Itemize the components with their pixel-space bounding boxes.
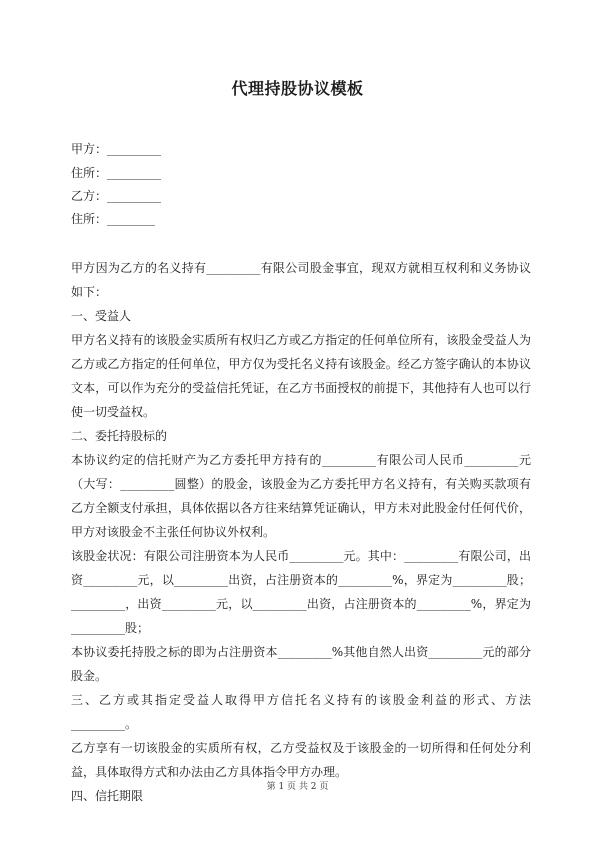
section-heading-beneficiary: 一、受益人 (71, 309, 132, 323)
benefit-method-paragraph: 乙方享有一切该股金的实质所有权，乙方受益权及于该股金的一切所得和任何处分利益，具体取得方式和办法由乙方具体指令甲方办理。 (71, 741, 531, 779)
section-heading-subject: 二、委托持股标的 (71, 429, 168, 443)
equity-status-paragraph: 该股金状况：有限公司注册资本为人民币_________元。其中：_________有限公司，出资_________元，以_________出资，占注册资本的_________%，界定为_________股；_________，出资_________元，以_________出资，占注册资本的_________%，界定为_________股； (71, 549, 531, 635)
party-a-address-line: 住所：_________ (71, 166, 162, 180)
party-a-line: 甲方：_________ (71, 142, 162, 156)
section-heading-term: 四、信托期限 (71, 789, 144, 803)
subject-paragraph: 本协议约定的信托财产为乙方委托甲方持有的_________有限公司人民币_________元（大写：_________圆整）的股金，该股金为乙方委托甲方名义持有，有关购买款项有乙方全额支付承担，具体依据以各方往来结算凭证确认，甲方未对此股金付任何代价，甲方对该股金不主张任何协议外权利。 (71, 453, 531, 539)
page-footer: 第 1 页 共 2 页 (266, 782, 329, 792)
document-title: 代理持股协议模板 (231, 79, 364, 98)
section-heading-benefit-method: 三、乙方或其指定受益人取得甲方信托名义持有的该股金利益的形式、方法_________。 (71, 693, 531, 731)
agreement-body (71, 256, 531, 808)
party-b-address-line: 住所：________ (71, 212, 156, 226)
intro-paragraph: 甲方因为乙方的名义持有_________有限公司股金事宜，现双方就相互权利和义务协议如下： (71, 261, 531, 299)
subject-scope-paragraph: 本协议委托持股之标的即为占注册资本_________%其他自然人出资_________元的部分股金。 (71, 645, 531, 683)
beneficiary-paragraph: 甲方名义持有的该股金实质所有权归乙方或乙方指定的任何单位所有，该股金受益人为乙方或乙方指定的任何单位，甲方仅为受托名义持有该股金。经乙方签字确认的本协议文本，可以作为充分的受益信托凭证，在乙方书面授权的前提下，其他持有人也可以行使一切受益权。 (71, 333, 531, 419)
party-b-line: 乙方：_________ (71, 189, 162, 203)
